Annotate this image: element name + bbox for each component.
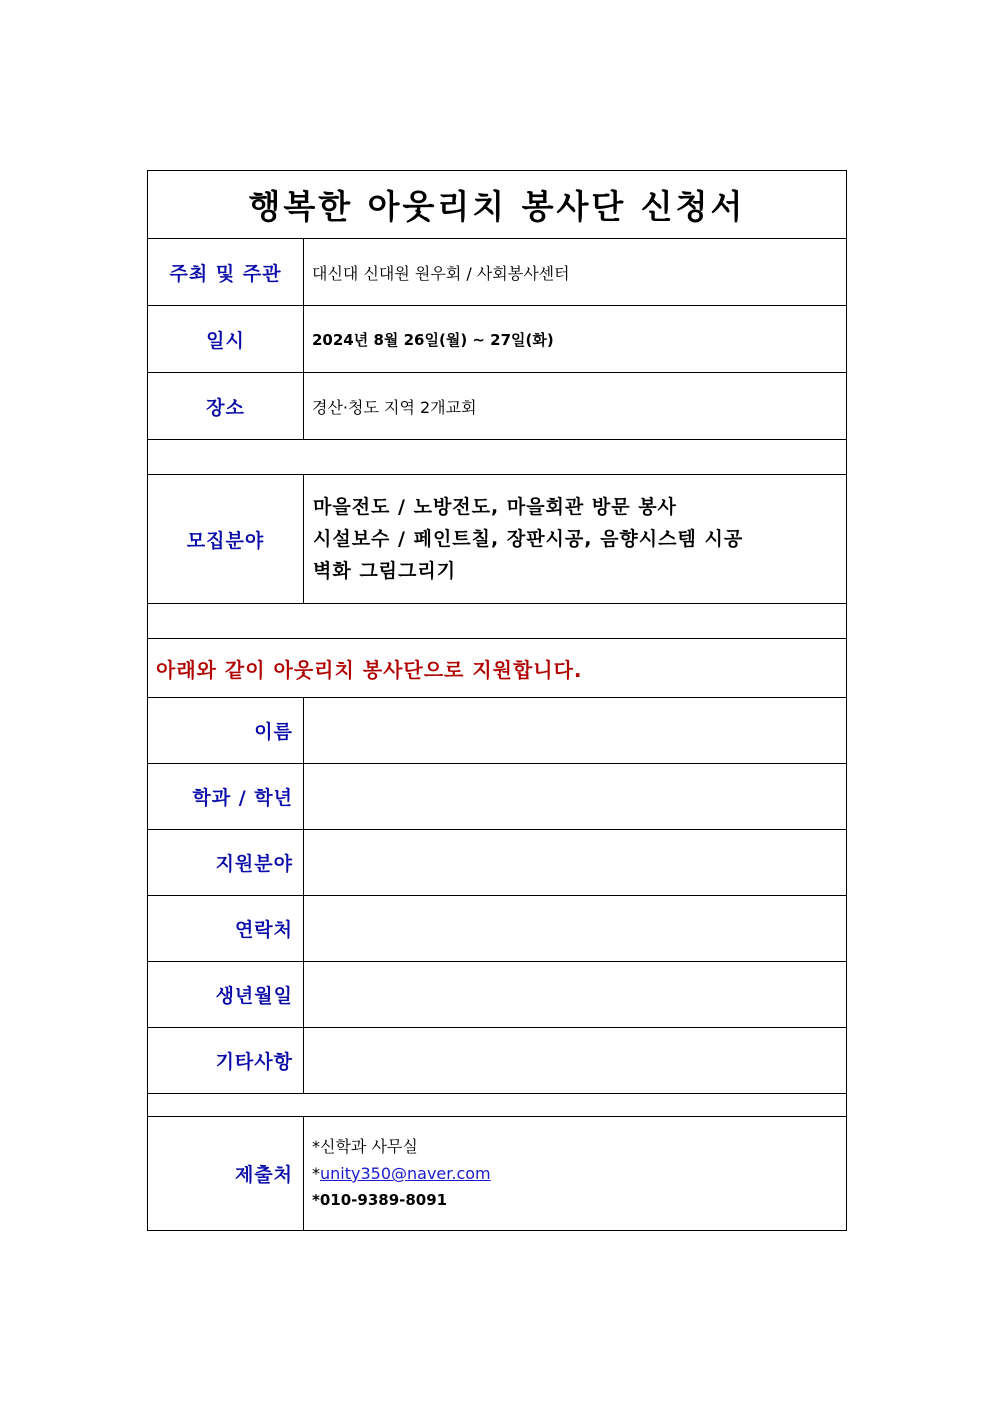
contact-label: 연락처 bbox=[148, 896, 304, 962]
department-grade-field[interactable] bbox=[304, 764, 847, 830]
spacer-row bbox=[148, 1094, 847, 1117]
application-notice: 아래와 같이 아웃리치 봉사단으로 지원합니다. bbox=[148, 639, 847, 698]
submit-info bbox=[304, 1117, 847, 1231]
date-label: 일시 bbox=[148, 306, 304, 373]
place-label: 장소 bbox=[148, 373, 304, 440]
recruit-line: 벽화 그림그리기 bbox=[313, 560, 457, 582]
apply-field-field[interactable] bbox=[304, 830, 847, 896]
spacer-cell bbox=[148, 440, 847, 475]
apply-field-label: 지원분야 bbox=[148, 830, 304, 896]
recruit-line: 시설보수 / 페인트칠, 장판시공, 음향시스템 시공 bbox=[313, 528, 744, 550]
birthdate-label: 생년월일 bbox=[148, 962, 304, 1028]
form-title: 행복한 아웃리치 봉사단 신청서 bbox=[148, 171, 847, 239]
place-value: 경산·청도 지역 2개교회 bbox=[304, 373, 847, 440]
recruit-label: 모집분야 bbox=[148, 475, 304, 604]
spacer-row bbox=[148, 440, 847, 475]
birthdate-field[interactable] bbox=[304, 962, 847, 1028]
contact-field[interactable] bbox=[304, 896, 847, 962]
name-label: 이름 bbox=[148, 698, 304, 764]
spacer-cell bbox=[148, 1094, 847, 1117]
application-form bbox=[147, 170, 847, 1231]
submit-email-line bbox=[312, 1160, 846, 1187]
submit-office: *신학과 사무실 bbox=[312, 1137, 418, 1156]
asterisk: * bbox=[312, 1164, 320, 1183]
submit-phone: *010-9389-8091 bbox=[312, 1191, 448, 1209]
host-value: 대신대 신대원 원우회 / 사회봉사센터 bbox=[304, 239, 847, 306]
etc-field[interactable] bbox=[304, 1028, 847, 1094]
spacer-row bbox=[148, 604, 847, 639]
submit-label: 제출처 bbox=[148, 1117, 304, 1231]
date-value: 2024년 8월 26일(월) ~ 27일(화) bbox=[304, 306, 847, 373]
spacer-cell bbox=[148, 604, 847, 639]
name-field[interactable] bbox=[304, 698, 847, 764]
department-grade-label: 학과 / 학년 bbox=[148, 764, 304, 830]
recruit-line: 마을전도 / 노방전도, 마을회관 방문 봉사 bbox=[313, 496, 677, 518]
email-link[interactable]: unity350@naver.com bbox=[320, 1164, 491, 1183]
etc-label: 기타사항 bbox=[148, 1028, 304, 1094]
host-label: 주최 및 주관 bbox=[148, 239, 304, 306]
recruit-value bbox=[304, 475, 847, 604]
